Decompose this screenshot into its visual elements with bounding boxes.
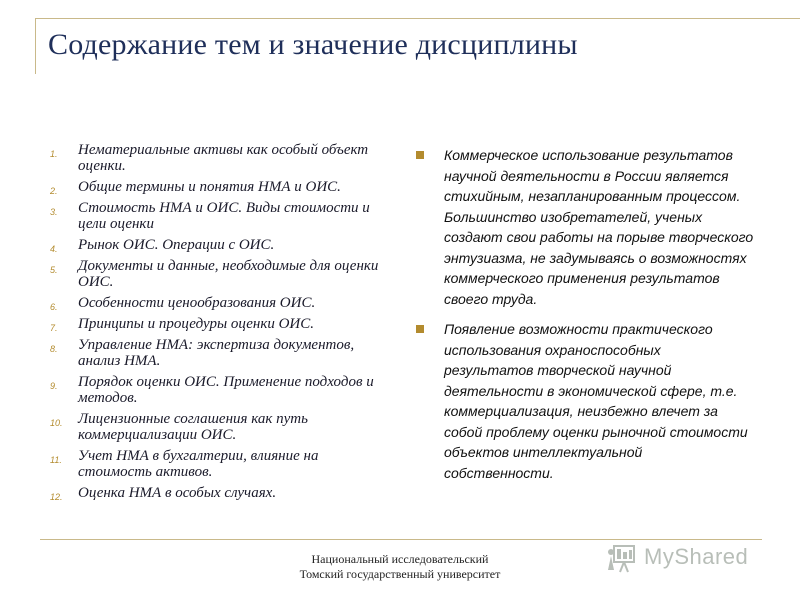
topic-text: Управление НМА: экспертиза документов, анализ НМА.: [78, 337, 355, 369]
title-left-rule: [35, 18, 36, 74]
topic-text: Документы и данные, необходимые для оценки ОИС.: [78, 258, 379, 290]
topic-text: Порядок оценки ОИС. Применение подходов и методов.: [78, 374, 374, 406]
topic-item: [46, 448, 386, 480]
topic-text: Оценка НМА в особых случаях.: [78, 485, 277, 501]
topic-number: 7.: [50, 323, 58, 333]
topic-item: [46, 411, 386, 443]
topic-text: Особенности ценообразования ОИС.: [78, 295, 316, 311]
topic-item: [46, 142, 386, 174]
topic-number: 5.: [50, 265, 58, 275]
topic-item: [46, 179, 386, 195]
topic-number: 6.: [50, 302, 58, 312]
topic-number: 1.: [50, 149, 58, 159]
significance-item: [414, 145, 754, 309]
topic-item: [46, 237, 386, 253]
topic-number: 9.: [50, 381, 58, 391]
topic-text: Общие термины и понятия НМА и ОИС.: [78, 179, 341, 195]
myshared-logo: [606, 537, 766, 577]
topic-number: 10.: [50, 418, 63, 428]
topic-text: Нематериальные активы как особый объект оценки.: [78, 142, 369, 174]
topic-number: 4.: [50, 244, 58, 254]
topic-item: [46, 337, 386, 369]
significance-text: Появление возможности практического использования охраноспособных результатов творческой научной деятельности в экономической сфере, т.е. коммерциализация, неизбежно влечет за собой проблему оценки рыночной стоимости объектов интеллектуальной собственности.: [444, 321, 748, 481]
topic-text: Лицензионные соглашения как путь коммерциализации ОИС.: [78, 411, 308, 443]
square-bullet-icon: [416, 325, 424, 333]
title-top-rule: [35, 18, 800, 19]
topic-text: Стоимость НМА и ОИС. Виды стоимости и цели оценки: [78, 200, 370, 232]
presentation-board-icon: [606, 540, 640, 574]
topic-number: 12.: [50, 492, 63, 502]
topic-item: [46, 316, 386, 332]
topic-item: [46, 295, 386, 311]
significance-text: Коммерческое использование результатов научной деятельности в России является стихийным, незапланированным процессом. Большинство изобретателей, ученых создают свои работы на порыве творческого энтузиазма, не задумываясь о возможностях коммерческого применения результатов своего труда.: [444, 147, 754, 307]
topic-number: 8.: [50, 344, 58, 354]
topic-item: [46, 258, 386, 290]
topics-list: [46, 142, 386, 506]
significance-list: [414, 145, 754, 493]
topic-text: Принципы и процедуры оценки ОИС.: [78, 316, 315, 332]
topic-number: 3.: [50, 207, 58, 217]
square-bullet-icon: [416, 151, 424, 159]
slide-title: Содержание тем и значение дисциплины: [48, 28, 578, 61]
topic-text: Рынок ОИС. Операции с ОИС.: [78, 237, 275, 253]
footer-line-1: Национальный исследовательский: [311, 552, 489, 566]
topic-number: 11.: [50, 455, 62, 465]
logo-text: MyShared: [644, 544, 749, 569]
significance-item: [414, 319, 754, 483]
topic-number: 2.: [50, 186, 58, 196]
footer-institution: [250, 552, 550, 582]
footer-line-2: Томский государственный университет: [299, 567, 501, 581]
topic-item: [46, 200, 386, 232]
topic-text: Учет НМА в бухгалтерии, влияние на стоимость активов.: [78, 448, 319, 480]
topic-item: [46, 374, 386, 406]
topic-item: [46, 485, 386, 501]
